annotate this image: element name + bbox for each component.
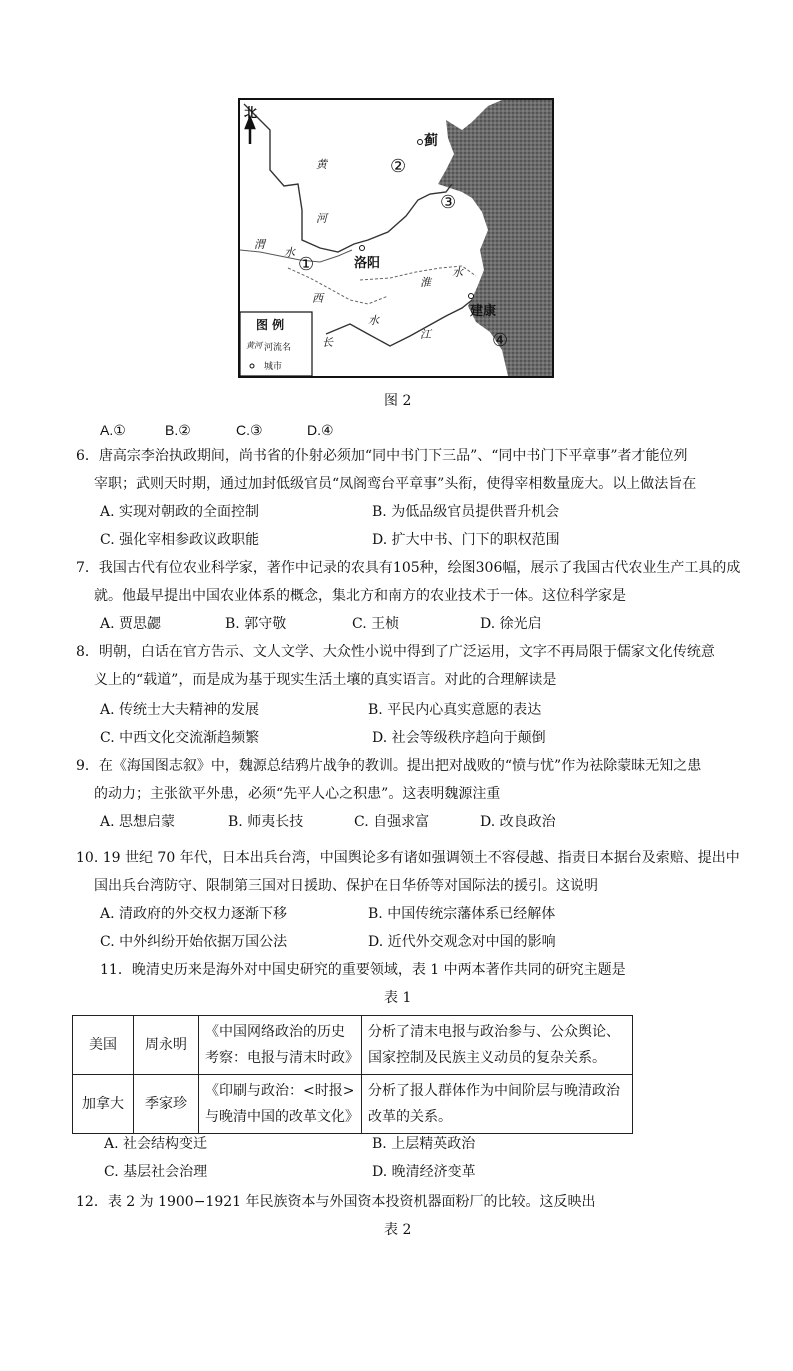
q7-option-c: C. 王桢 (352, 616, 400, 632)
q7-option-b: B. 郭守敬 (225, 616, 287, 632)
q8-option-d: D. 社会等级秩序趋向于颠倒 (372, 730, 546, 746)
q5-option-b: B.② (165, 422, 191, 438)
table-cell-summary: 分析了报人群体作为中间阶层与晚清政治改革的关系。 (362, 1075, 633, 1134)
q5-option-a: A.① (100, 422, 126, 438)
table-cell-book: 《印刷与政治：<时报>与晚清中国的改革文化》 (199, 1075, 362, 1134)
q12-stem: 12．表 2 为 1900−1921 年民族资本与外国资本投资机器面粉厂的比较。这反映出 (76, 1194, 596, 1210)
river-huang-label-a: 黄 (316, 158, 327, 171)
table-row (73, 1016, 633, 1075)
q7-option-a: A. 贾思勰 (100, 616, 162, 632)
legend-river-sample: 黄河 (246, 341, 262, 350)
legend-city-dot (250, 364, 254, 368)
north-arrow-icon (246, 118, 254, 144)
q9-option-c: C. 自强求富 (354, 814, 430, 830)
legend-city-label: 城市 (264, 362, 283, 372)
q11-option-d: D. 晚清经济变革 (372, 1164, 476, 1180)
city-ji-dot (418, 140, 423, 145)
q6-stem-line2: 宰职；武则天时期，通过加封低级官员“凤阁鸾台平章事”头衔，使得宰相数量庞大。以上做法旨在 (94, 476, 697, 492)
q9-option-a: A. 思想启蒙 (100, 814, 176, 830)
q7-option-d: D. 徐光启 (480, 616, 542, 632)
marker-2: ② (390, 156, 407, 177)
q9-option-d: D. 改良政治 (480, 814, 556, 830)
q8-option-a: A. 传统士大夫精神的发展 (100, 702, 260, 718)
q6-stem-line1: 6．唐高宗李治执政期间，尚书省的仆射必须加“同中书门下三品”、“同中书门下平章事”者才能位列 (76, 448, 688, 464)
river-huang-label-b: 河 (316, 212, 327, 225)
q8-stem-line1: 8．明朝，白话在官方告示、文人文学、大众性小说中得到了广泛运用，文字不再局限于儒家文化传统意 (76, 644, 715, 660)
q11-option-c: C. 基层社会治理 (104, 1164, 208, 1180)
q10-option-b: B. 中国传统宗藩体系已经解体 (368, 906, 556, 922)
table-cell-author: 周永明 (134, 1016, 199, 1075)
q7-stem-line2: 就。他最早提出中国农业体系的概念，集北方和南方的农业技术于一体。这位科学家是 (94, 588, 626, 604)
marker-4: ④ (492, 330, 509, 351)
river-shui-label: 水 (368, 314, 379, 327)
q6-option-b: B. 为低品级官员提供晋升机会 (372, 504, 560, 520)
river-huai-label-b: 水 (452, 266, 463, 279)
city-jiankang-dot (469, 294, 474, 299)
table-row (73, 1075, 633, 1134)
yellow-river (244, 104, 452, 252)
city-luoyang-label: 洛阳 (354, 256, 381, 271)
river-wei-label-b: 水 (284, 246, 295, 259)
q11-option-b: B. 上层精英政治 (372, 1136, 476, 1152)
table-cell-author: 季家珍 (134, 1075, 199, 1134)
q5-option-d: D.④ (307, 422, 334, 438)
q9-stem-line1: 9．在《海国图志叙》中，魏源总结鸦片战争的教训。提出把对战败的“愤与忧”作为祛除蒙昧无知之患 (76, 758, 702, 774)
river-xi-label: 西 (312, 292, 323, 305)
q8-option-b: B. 平民内心真实意愿的表达 (368, 702, 542, 718)
legend-title: 图 例 (256, 318, 285, 332)
north-label: 北 (244, 105, 258, 120)
river-huai-label-a: 淮 (420, 276, 431, 289)
q6-option-d: D. 扩大中书、门下的职权范围 (372, 532, 560, 548)
table1-caption: 表 1 (384, 990, 412, 1006)
marker-1: ① (298, 254, 315, 275)
q10-option-a: A. 清政府的外交权力逐渐下移 (100, 906, 288, 922)
table2-caption: 表 2 (384, 1222, 412, 1238)
table-1 (72, 1015, 633, 1134)
table-cell-country: 美国 (73, 1016, 134, 1075)
historical-map (238, 98, 554, 378)
table-cell-country: 加拿大 (73, 1075, 134, 1134)
city-luoyang-dot (360, 246, 365, 251)
figure-caption: 图 2 (384, 393, 412, 409)
yangtze-river (326, 300, 472, 346)
q8-option-c: C. 中西文化交流渐趋频繁 (100, 730, 260, 746)
q7-stem-line1: 7．我国古代有位农业科学家，著作中记录的农具有105种，绘图306幅，展示了我国古代农业生产工具的成 (76, 560, 741, 576)
q10-option-c: C. 中外纠纷开始依据万国公法 (100, 934, 288, 950)
city-jiankang-label: 建康 (470, 304, 497, 319)
table-cell-book: 《中国网络政治的历史考察：电报与清末时政》 (199, 1016, 362, 1075)
q11-option-a: A. 社会结构变迁 (104, 1136, 208, 1152)
river-jiang-label: 江 (420, 328, 431, 341)
river-chang-label: 长 (322, 336, 333, 349)
q10-option-d: D. 近代外交观念对中国的影响 (368, 934, 556, 950)
river-wei-label-a: 渭 (254, 238, 265, 251)
q8-stem-line2: 义上的“载道”，而是成为基于现实生活土壤的真实语言。对此的合理解读是 (94, 672, 557, 688)
q6-option-c: C. 强化宰相参政议政职能 (100, 532, 260, 548)
q11-stem: 11．晚清史历来是海外对中国史研究的重要领域，表 1 中两本著作共同的研究主题是 (100, 962, 626, 978)
q9-stem-line2: 的动力；主张欲平外患，必须“先平人心之积患”。这表明魏源注重 (94, 786, 501, 802)
q5-option-c: C.③ (236, 422, 263, 438)
q9-option-b: B. 师夷长技 (228, 814, 304, 830)
legend-river-label: 河流名 (264, 343, 292, 353)
q10-stem-line1: 10. 19 世纪 70 年代，日本出兵台湾，中国舆论多有诸如强调领土不容侵越、指责日本据台及索赔、提出中 (76, 850, 740, 866)
q6-option-a: A. 实现对朝政的全面控制 (100, 504, 260, 520)
q10-stem-line2: 国出兵台湾防守、限制第三国对日援助、保护在日华侨等对国际法的援引。这说明 (94, 878, 598, 894)
marker-3: ③ (440, 192, 457, 213)
city-ji-label: 蓟 (424, 133, 438, 149)
table-cell-summary: 分析了清末电报与政治参与、公众舆论、国家控制及民族主义动员的复杂关系。 (362, 1016, 633, 1075)
